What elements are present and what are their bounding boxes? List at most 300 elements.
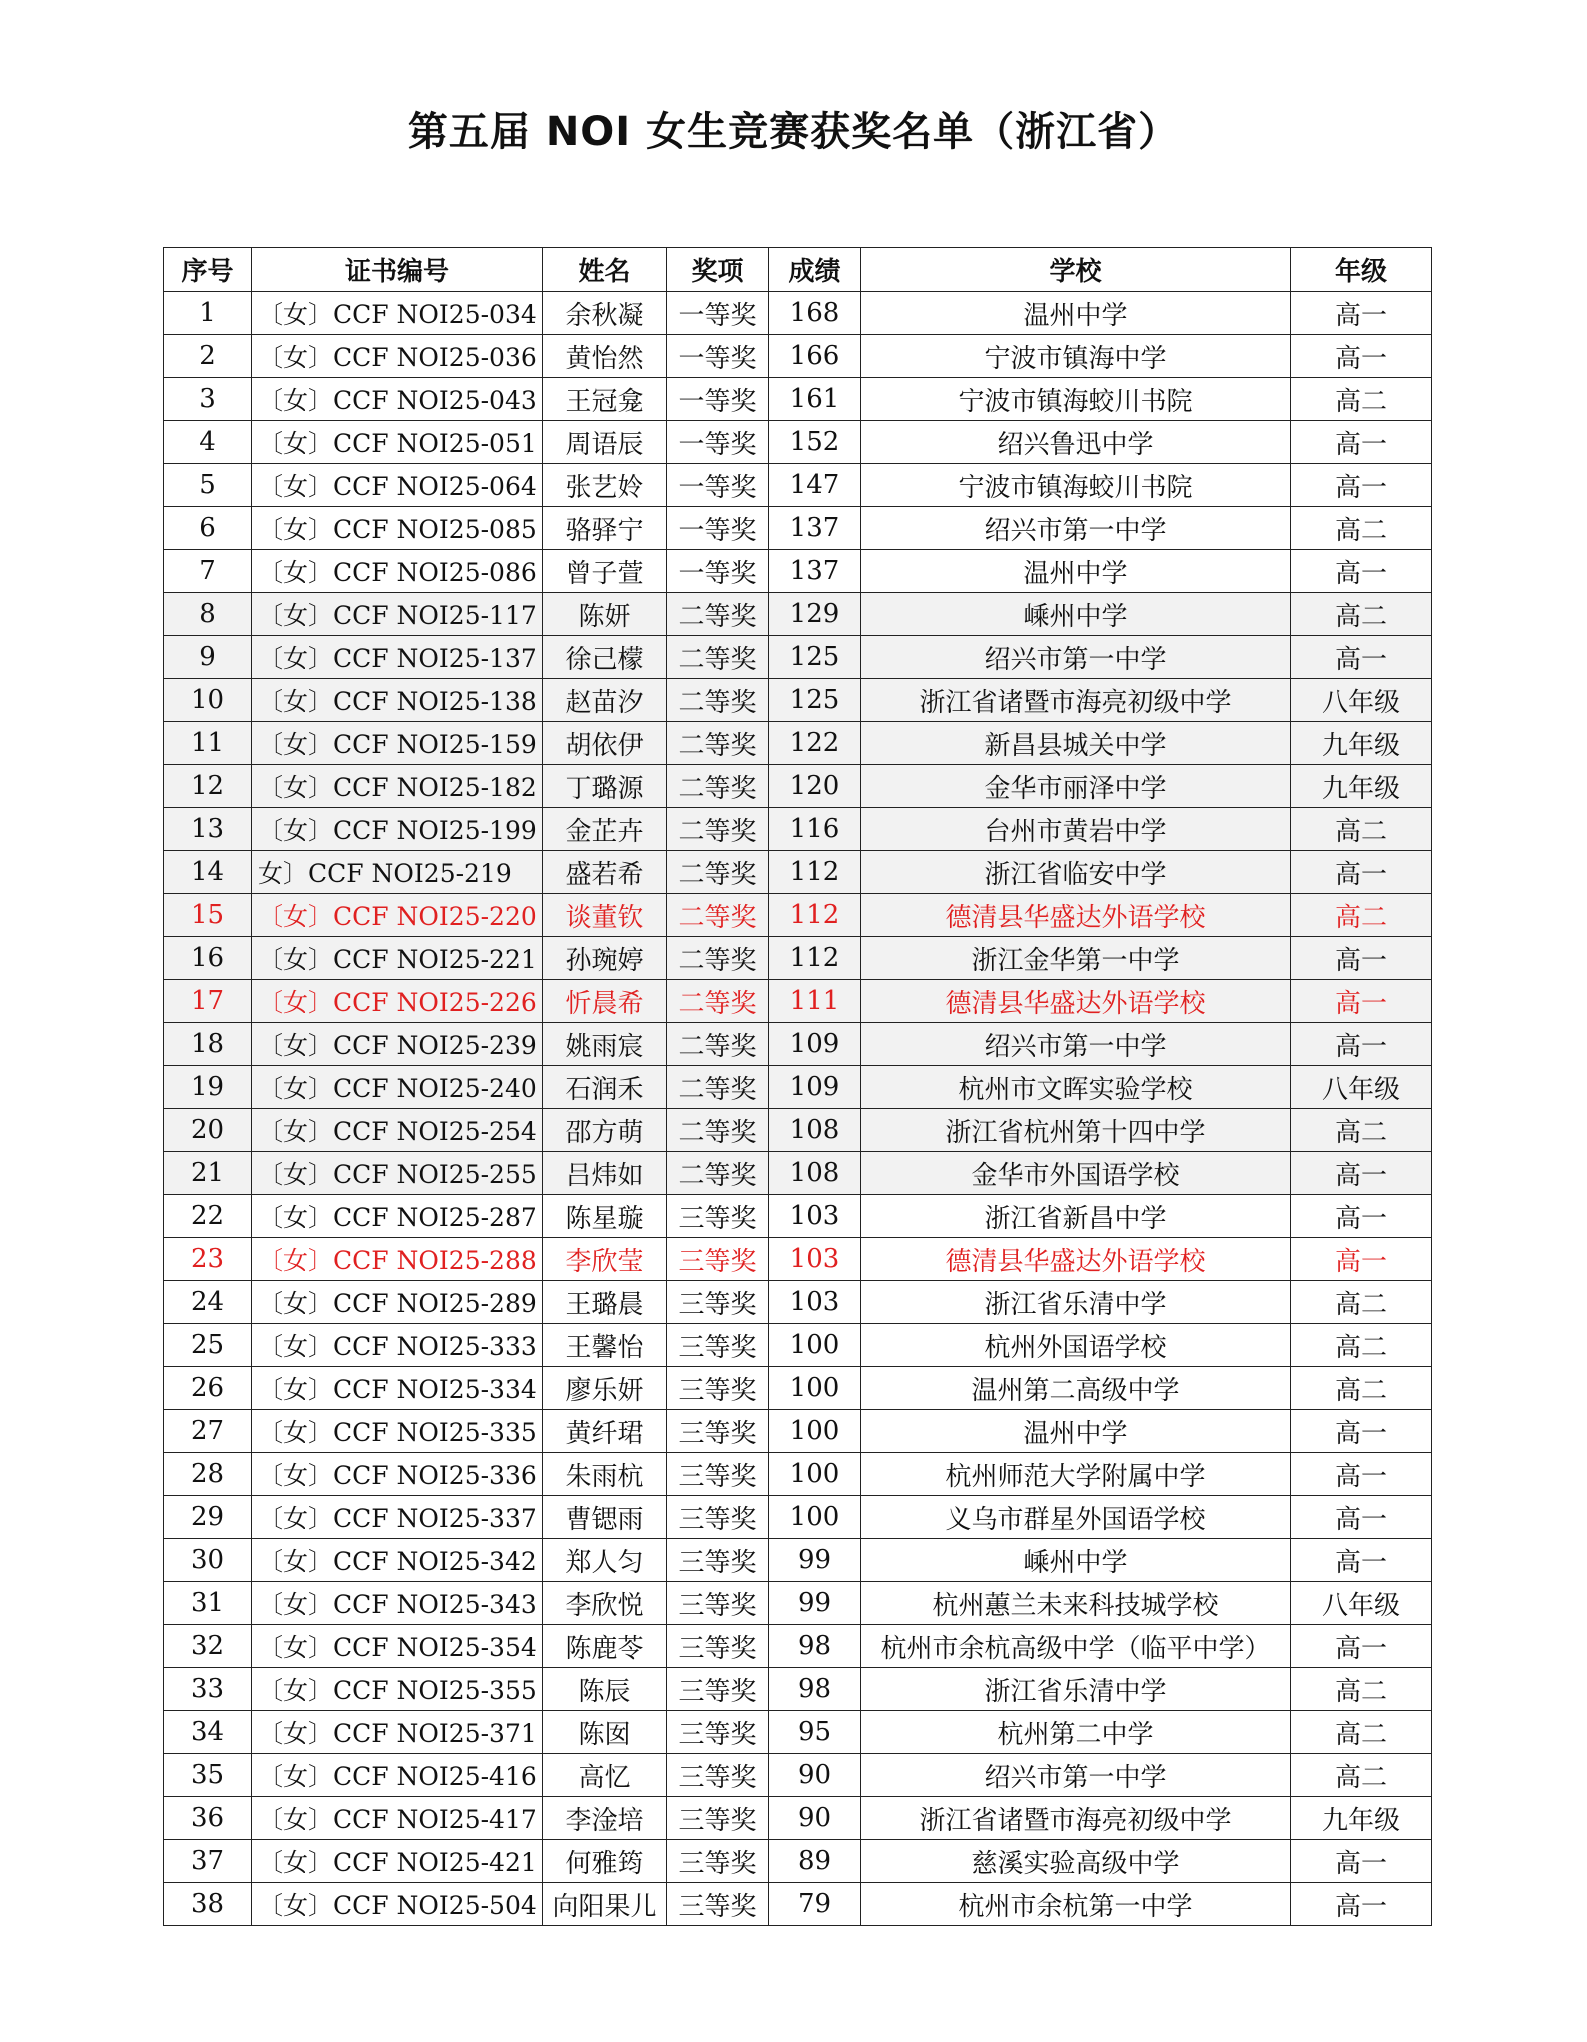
cell-school: 温州中学 (861, 550, 1291, 593)
cell-no: 4 (164, 421, 252, 464)
cell-grade: 高二 (1291, 1668, 1432, 1711)
cell-name: 李淦培 (543, 1797, 667, 1840)
cell-cert: 〔女〕CCF NOI25-504 (252, 1883, 543, 1926)
cell-score: 98 (769, 1668, 861, 1711)
cell-cert: 〔女〕CCF NOI25-334 (252, 1367, 543, 1410)
cell-no: 7 (164, 550, 252, 593)
cell-score: 103 (769, 1281, 861, 1324)
cell-school: 浙江省杭州第十四中学 (861, 1109, 1291, 1152)
cell-name: 李欣悦 (543, 1582, 667, 1625)
cell-grade: 高一 (1291, 937, 1432, 980)
table-row (164, 1453, 1432, 1496)
cell-cert: 〔女〕CCF NOI25-036 (252, 335, 543, 378)
awards-table (163, 247, 1432, 1926)
cell-grade: 高二 (1291, 507, 1432, 550)
cell-school: 温州第二高级中学 (861, 1367, 1291, 1410)
cell-score: 116 (769, 808, 861, 851)
table-row (164, 1109, 1432, 1152)
cell-school: 金华市丽泽中学 (861, 765, 1291, 808)
cell-name: 余秋凝 (543, 292, 667, 335)
cell-grade: 高一 (1291, 1410, 1432, 1453)
cell-no: 11 (164, 722, 252, 765)
cell-award: 二等奖 (667, 1023, 769, 1066)
cell-school: 新昌县城关中学 (861, 722, 1291, 765)
cell-cert: 〔女〕CCF NOI25-354 (252, 1625, 543, 1668)
cell-name: 忻晨希 (543, 980, 667, 1023)
cell-score: 147 (769, 464, 861, 507)
cell-no: 26 (164, 1367, 252, 1410)
cell-school: 绍兴市第一中学 (861, 1023, 1291, 1066)
cell-school: 杭州外国语学校 (861, 1324, 1291, 1367)
cell-school: 绍兴市第一中学 (861, 1754, 1291, 1797)
table-row (164, 980, 1432, 1023)
cell-cert: 〔女〕CCF NOI25-287 (252, 1195, 543, 1238)
cell-school: 金华市外国语学校 (861, 1152, 1291, 1195)
page-title: 第五届 NOI 女生竞赛获奖名单（浙江省） (407, 109, 1180, 155)
cell-no: 31 (164, 1582, 252, 1625)
cell-cert: 〔女〕CCF NOI25-226 (252, 980, 543, 1023)
cell-name: 谈董钦 (543, 894, 667, 937)
cell-school: 宁波市镇海蛟川书院 (861, 464, 1291, 507)
cell-grade: 高一 (1291, 1152, 1432, 1195)
cell-cert: 〔女〕CCF NOI25-220 (252, 894, 543, 937)
header-score: 成绩 (769, 248, 861, 292)
cell-grade: 高一 (1291, 1195, 1432, 1238)
cell-name: 李欣莹 (543, 1238, 667, 1281)
cell-grade: 九年级 (1291, 765, 1432, 808)
cell-score: 103 (769, 1238, 861, 1281)
cell-cert: 〔女〕CCF NOI25-159 (252, 722, 543, 765)
cell-school: 台州市黄岩中学 (861, 808, 1291, 851)
table-row (164, 378, 1432, 421)
cell-grade: 九年级 (1291, 722, 1432, 765)
cell-score: 125 (769, 636, 861, 679)
cell-grade: 高一 (1291, 1453, 1432, 1496)
cell-grade: 高二 (1291, 378, 1432, 421)
cell-score: 137 (769, 507, 861, 550)
cell-no: 1 (164, 292, 252, 335)
cell-award: 一等奖 (667, 378, 769, 421)
cell-no: 23 (164, 1238, 252, 1281)
table-row (164, 1152, 1432, 1195)
cell-score: 112 (769, 937, 861, 980)
cell-score: 90 (769, 1754, 861, 1797)
cell-award: 二等奖 (667, 765, 769, 808)
table-row (164, 335, 1432, 378)
cell-cert: 〔女〕CCF NOI25-199 (252, 808, 543, 851)
cell-score: 108 (769, 1109, 861, 1152)
cell-award: 三等奖 (667, 1840, 769, 1883)
cell-grade: 高一 (1291, 636, 1432, 679)
cell-name: 孙琬婷 (543, 937, 667, 980)
cell-no: 15 (164, 894, 252, 937)
cell-name: 高忆 (543, 1754, 667, 1797)
cell-no: 27 (164, 1410, 252, 1453)
cell-school: 浙江省临安中学 (861, 851, 1291, 894)
cell-grade: 高二 (1291, 1109, 1432, 1152)
cell-award: 二等奖 (667, 679, 769, 722)
cell-award: 二等奖 (667, 851, 769, 894)
cell-name: 盛若希 (543, 851, 667, 894)
cell-no: 22 (164, 1195, 252, 1238)
cell-score: 109 (769, 1066, 861, 1109)
cell-score: 108 (769, 1152, 861, 1195)
cell-grade: 高一 (1291, 1238, 1432, 1281)
cell-cert: 〔女〕CCF NOI25-335 (252, 1410, 543, 1453)
cell-school: 温州中学 (861, 292, 1291, 335)
cell-no: 38 (164, 1883, 252, 1926)
cell-grade: 八年级 (1291, 679, 1432, 722)
cell-award: 一等奖 (667, 292, 769, 335)
cell-score: 112 (769, 851, 861, 894)
cell-school: 绍兴市第一中学 (861, 507, 1291, 550)
cell-no: 13 (164, 808, 252, 851)
cell-award: 三等奖 (667, 1797, 769, 1840)
cell-score: 120 (769, 765, 861, 808)
cell-score: 129 (769, 593, 861, 636)
cell-school: 杭州市文晖实验学校 (861, 1066, 1291, 1109)
cell-grade: 高一 (1291, 292, 1432, 335)
cell-no: 20 (164, 1109, 252, 1152)
cell-award: 三等奖 (667, 1582, 769, 1625)
cell-award: 二等奖 (667, 1109, 769, 1152)
header-grade: 年级 (1291, 248, 1432, 292)
header-cert: 证书编号 (252, 248, 543, 292)
cell-no: 3 (164, 378, 252, 421)
table-row (164, 1023, 1432, 1066)
cell-award: 三等奖 (667, 1410, 769, 1453)
table-row (164, 1410, 1432, 1453)
cell-score: 109 (769, 1023, 861, 1066)
cell-name: 张艺姈 (543, 464, 667, 507)
cell-name: 陈妍 (543, 593, 667, 636)
cell-score: 100 (769, 1496, 861, 1539)
cell-cert: 〔女〕CCF NOI25-051 (252, 421, 543, 464)
cell-score: 95 (769, 1711, 861, 1754)
cell-grade: 高二 (1291, 1754, 1432, 1797)
table-row (164, 550, 1432, 593)
header-name: 姓名 (543, 248, 667, 292)
cell-no: 6 (164, 507, 252, 550)
cell-cert: 〔女〕CCF NOI25-085 (252, 507, 543, 550)
cell-grade: 高一 (1291, 335, 1432, 378)
cell-no: 34 (164, 1711, 252, 1754)
cell-score: 103 (769, 1195, 861, 1238)
cell-no: 8 (164, 593, 252, 636)
cell-no: 17 (164, 980, 252, 1023)
cell-no: 36 (164, 1797, 252, 1840)
cell-grade: 高一 (1291, 980, 1432, 1023)
cell-grade: 高二 (1291, 1367, 1432, 1410)
table-row (164, 1711, 1432, 1754)
cell-award: 一等奖 (667, 335, 769, 378)
cell-name: 王冠龛 (543, 378, 667, 421)
cell-school: 杭州市余杭第一中学 (861, 1883, 1291, 1926)
cell-score: 112 (769, 894, 861, 937)
cell-grade: 高一 (1291, 1883, 1432, 1926)
cell-no: 30 (164, 1539, 252, 1582)
cell-award: 二等奖 (667, 937, 769, 980)
cell-school: 杭州蕙兰未来科技城学校 (861, 1582, 1291, 1625)
table-row (164, 1797, 1432, 1840)
cell-score: 122 (769, 722, 861, 765)
cell-score: 111 (769, 980, 861, 1023)
cell-no: 2 (164, 335, 252, 378)
cell-name: 郑人匀 (543, 1539, 667, 1582)
cell-cert: 〔女〕CCF NOI25-416 (252, 1754, 543, 1797)
cell-award: 一等奖 (667, 550, 769, 593)
cell-name: 陈星璇 (543, 1195, 667, 1238)
cell-award: 二等奖 (667, 722, 769, 765)
table-row (164, 464, 1432, 507)
cell-school: 嵊州中学 (861, 1539, 1291, 1582)
cell-award: 二等奖 (667, 1152, 769, 1195)
table-row (164, 1324, 1432, 1367)
cell-score: 100 (769, 1367, 861, 1410)
cell-cert: 〔女〕CCF NOI25-254 (252, 1109, 543, 1152)
cell-grade: 高一 (1291, 421, 1432, 464)
table-row (164, 1582, 1432, 1625)
cell-school: 德清县华盛达外语学校 (861, 1238, 1291, 1281)
table-row (164, 1840, 1432, 1883)
cell-cert: 〔女〕CCF NOI25-417 (252, 1797, 543, 1840)
cell-cert: 〔女〕CCF NOI25-182 (252, 765, 543, 808)
cell-cert: 〔女〕CCF NOI25-034 (252, 292, 543, 335)
cell-cert: 〔女〕CCF NOI25-333 (252, 1324, 543, 1367)
cell-school: 温州中学 (861, 1410, 1291, 1453)
table-row (164, 1883, 1432, 1926)
cell-score: 99 (769, 1539, 861, 1582)
cell-score: 100 (769, 1410, 861, 1453)
table-row (164, 1281, 1432, 1324)
cell-school: 德清县华盛达外语学校 (861, 894, 1291, 937)
cell-name: 邵方萌 (543, 1109, 667, 1152)
cell-school: 杭州市余杭高级中学（临平中学） (861, 1625, 1291, 1668)
cell-name: 王璐晨 (543, 1281, 667, 1324)
cell-no: 28 (164, 1453, 252, 1496)
cell-name: 王馨怡 (543, 1324, 667, 1367)
table-row (164, 851, 1432, 894)
cell-cert: 〔女〕CCF NOI25-421 (252, 1840, 543, 1883)
cell-score: 100 (769, 1324, 861, 1367)
cell-name: 黄纤珺 (543, 1410, 667, 1453)
table-row (164, 1754, 1432, 1797)
cell-no: 18 (164, 1023, 252, 1066)
table-row (164, 1066, 1432, 1109)
cell-cert: 〔女〕CCF NOI25-240 (252, 1066, 543, 1109)
cell-no: 25 (164, 1324, 252, 1367)
cell-no: 19 (164, 1066, 252, 1109)
cell-grade: 高一 (1291, 851, 1432, 894)
cell-grade: 高二 (1291, 593, 1432, 636)
cell-no: 37 (164, 1840, 252, 1883)
cell-cert: 〔女〕CCF NOI25-289 (252, 1281, 543, 1324)
cell-award: 三等奖 (667, 1496, 769, 1539)
cell-grade: 高一 (1291, 1625, 1432, 1668)
cell-award: 三等奖 (667, 1539, 769, 1582)
cell-award: 二等奖 (667, 808, 769, 851)
cell-cert: 〔女〕CCF NOI25-064 (252, 464, 543, 507)
cell-school: 慈溪实验高级中学 (861, 1840, 1291, 1883)
header-row (164, 248, 1432, 292)
cell-award: 三等奖 (667, 1367, 769, 1410)
header-school: 学校 (861, 248, 1291, 292)
cell-cert: 〔女〕CCF NOI25-355 (252, 1668, 543, 1711)
cell-grade: 高二 (1291, 1711, 1432, 1754)
cell-name: 陈辰 (543, 1668, 667, 1711)
cell-grade: 高一 (1291, 1840, 1432, 1883)
cell-grade: 高二 (1291, 1281, 1432, 1324)
cell-name: 陈鹿苓 (543, 1625, 667, 1668)
cell-cert: 〔女〕CCF NOI25-255 (252, 1152, 543, 1195)
cell-grade: 高一 (1291, 1539, 1432, 1582)
cell-award: 三等奖 (667, 1883, 769, 1926)
cell-grade: 八年级 (1291, 1066, 1432, 1109)
cell-award: 三等奖 (667, 1625, 769, 1668)
cell-school: 嵊州中学 (861, 593, 1291, 636)
cell-school: 浙江省新昌中学 (861, 1195, 1291, 1238)
cell-cert: 〔女〕CCF NOI25-288 (252, 1238, 543, 1281)
cell-school: 义乌市群星外国语学校 (861, 1496, 1291, 1539)
table-row (164, 765, 1432, 808)
table-row (164, 292, 1432, 335)
table-row (164, 808, 1432, 851)
cell-school: 绍兴市第一中学 (861, 636, 1291, 679)
table-row (164, 1238, 1432, 1281)
cell-no: 12 (164, 765, 252, 808)
cell-name: 周语辰 (543, 421, 667, 464)
cell-grade: 九年级 (1291, 1797, 1432, 1840)
cell-no: 14 (164, 851, 252, 894)
cell-grade: 八年级 (1291, 1582, 1432, 1625)
table-row (164, 1625, 1432, 1668)
cell-award: 一等奖 (667, 464, 769, 507)
cell-award: 三等奖 (667, 1668, 769, 1711)
table-row (164, 1539, 1432, 1582)
table-row (164, 1668, 1432, 1711)
cell-cert: 〔女〕CCF NOI25-043 (252, 378, 543, 421)
cell-name: 陈囡 (543, 1711, 667, 1754)
cell-cert: 〔女〕CCF NOI25-337 (252, 1496, 543, 1539)
cell-school: 浙江金华第一中学 (861, 937, 1291, 980)
cell-score: 90 (769, 1797, 861, 1840)
cell-name: 廖乐妍 (543, 1367, 667, 1410)
cell-score: 98 (769, 1625, 861, 1668)
cell-grade: 高一 (1291, 1023, 1432, 1066)
cell-score: 152 (769, 421, 861, 464)
cell-award: 二等奖 (667, 1066, 769, 1109)
cell-name: 金芷卉 (543, 808, 667, 851)
cell-name: 石润禾 (543, 1066, 667, 1109)
cell-award: 三等奖 (667, 1453, 769, 1496)
table-row (164, 937, 1432, 980)
cell-grade: 高二 (1291, 808, 1432, 851)
cell-cert: 〔女〕CCF NOI25-343 (252, 1582, 543, 1625)
cell-name: 丁璐源 (543, 765, 667, 808)
cell-award: 三等奖 (667, 1281, 769, 1324)
cell-no: 9 (164, 636, 252, 679)
cell-school: 杭州第二中学 (861, 1711, 1291, 1754)
cell-cert: 〔女〕CCF NOI25-371 (252, 1711, 543, 1754)
cell-cert: 〔女〕CCF NOI25-086 (252, 550, 543, 593)
cell-school: 德清县华盛达外语学校 (861, 980, 1291, 1023)
cell-award: 一等奖 (667, 507, 769, 550)
cell-no: 35 (164, 1754, 252, 1797)
table-row (164, 679, 1432, 722)
cell-cert: 〔女〕CCF NOI25-342 (252, 1539, 543, 1582)
cell-award: 一等奖 (667, 421, 769, 464)
cell-no: 10 (164, 679, 252, 722)
cell-award: 三等奖 (667, 1195, 769, 1238)
table-row (164, 894, 1432, 937)
header-no: 序号 (164, 248, 252, 292)
cell-name: 吕炜如 (543, 1152, 667, 1195)
cell-award: 二等奖 (667, 593, 769, 636)
cell-award: 二等奖 (667, 894, 769, 937)
cell-school: 浙江省诸暨市海亮初级中学 (861, 679, 1291, 722)
cell-name: 黄怡然 (543, 335, 667, 378)
cell-name: 骆驿宁 (543, 507, 667, 550)
cell-score: 100 (769, 1453, 861, 1496)
cell-grade: 高一 (1291, 1496, 1432, 1539)
cell-name: 曹锶雨 (543, 1496, 667, 1539)
cell-grade: 高二 (1291, 894, 1432, 937)
table-row (164, 1367, 1432, 1410)
cell-award: 三等奖 (667, 1324, 769, 1367)
cell-no: 5 (164, 464, 252, 507)
cell-name: 姚雨宸 (543, 1023, 667, 1066)
cell-school: 浙江省乐清中学 (861, 1668, 1291, 1711)
header-award: 奖项 (667, 248, 769, 292)
cell-name: 赵苗汐 (543, 679, 667, 722)
cell-score: 125 (769, 679, 861, 722)
cell-award: 三等奖 (667, 1238, 769, 1281)
cell-award: 二等奖 (667, 636, 769, 679)
table-row (164, 507, 1432, 550)
cell-school: 宁波市镇海蛟川书院 (861, 378, 1291, 421)
cell-score: 161 (769, 378, 861, 421)
table-row (164, 722, 1432, 765)
cell-school: 绍兴鲁迅中学 (861, 421, 1291, 464)
cell-cert: 〔女〕CCF NOI25-117 (252, 593, 543, 636)
cell-no: 32 (164, 1625, 252, 1668)
cell-score: 166 (769, 335, 861, 378)
table-row (164, 421, 1432, 464)
cell-award: 三等奖 (667, 1711, 769, 1754)
cell-award: 二等奖 (667, 980, 769, 1023)
cell-school: 杭州师范大学附属中学 (861, 1453, 1291, 1496)
cell-cert: 〔女〕CCF NOI25-137 (252, 636, 543, 679)
cell-cert: 〔女〕CCF NOI25-336 (252, 1453, 543, 1496)
cell-school: 宁波市镇海中学 (861, 335, 1291, 378)
cell-grade: 高一 (1291, 550, 1432, 593)
table-row (164, 593, 1432, 636)
cell-cert: 〔女〕CCF NOI25-221 (252, 937, 543, 980)
cell-name: 曾子萱 (543, 550, 667, 593)
cell-school: 浙江省乐清中学 (861, 1281, 1291, 1324)
cell-grade: 高一 (1291, 464, 1432, 507)
cell-name: 何雅筠 (543, 1840, 667, 1883)
cell-grade: 高二 (1291, 1324, 1432, 1367)
cell-score: 79 (769, 1883, 861, 1926)
cell-score: 137 (769, 550, 861, 593)
table-body (164, 292, 1432, 1926)
cell-no: 24 (164, 1281, 252, 1324)
cell-name: 徐己檬 (543, 636, 667, 679)
cell-no: 21 (164, 1152, 252, 1195)
cell-cert: 〔女〕CCF NOI25-138 (252, 679, 543, 722)
cell-name: 向阳果儿 (543, 1883, 667, 1926)
